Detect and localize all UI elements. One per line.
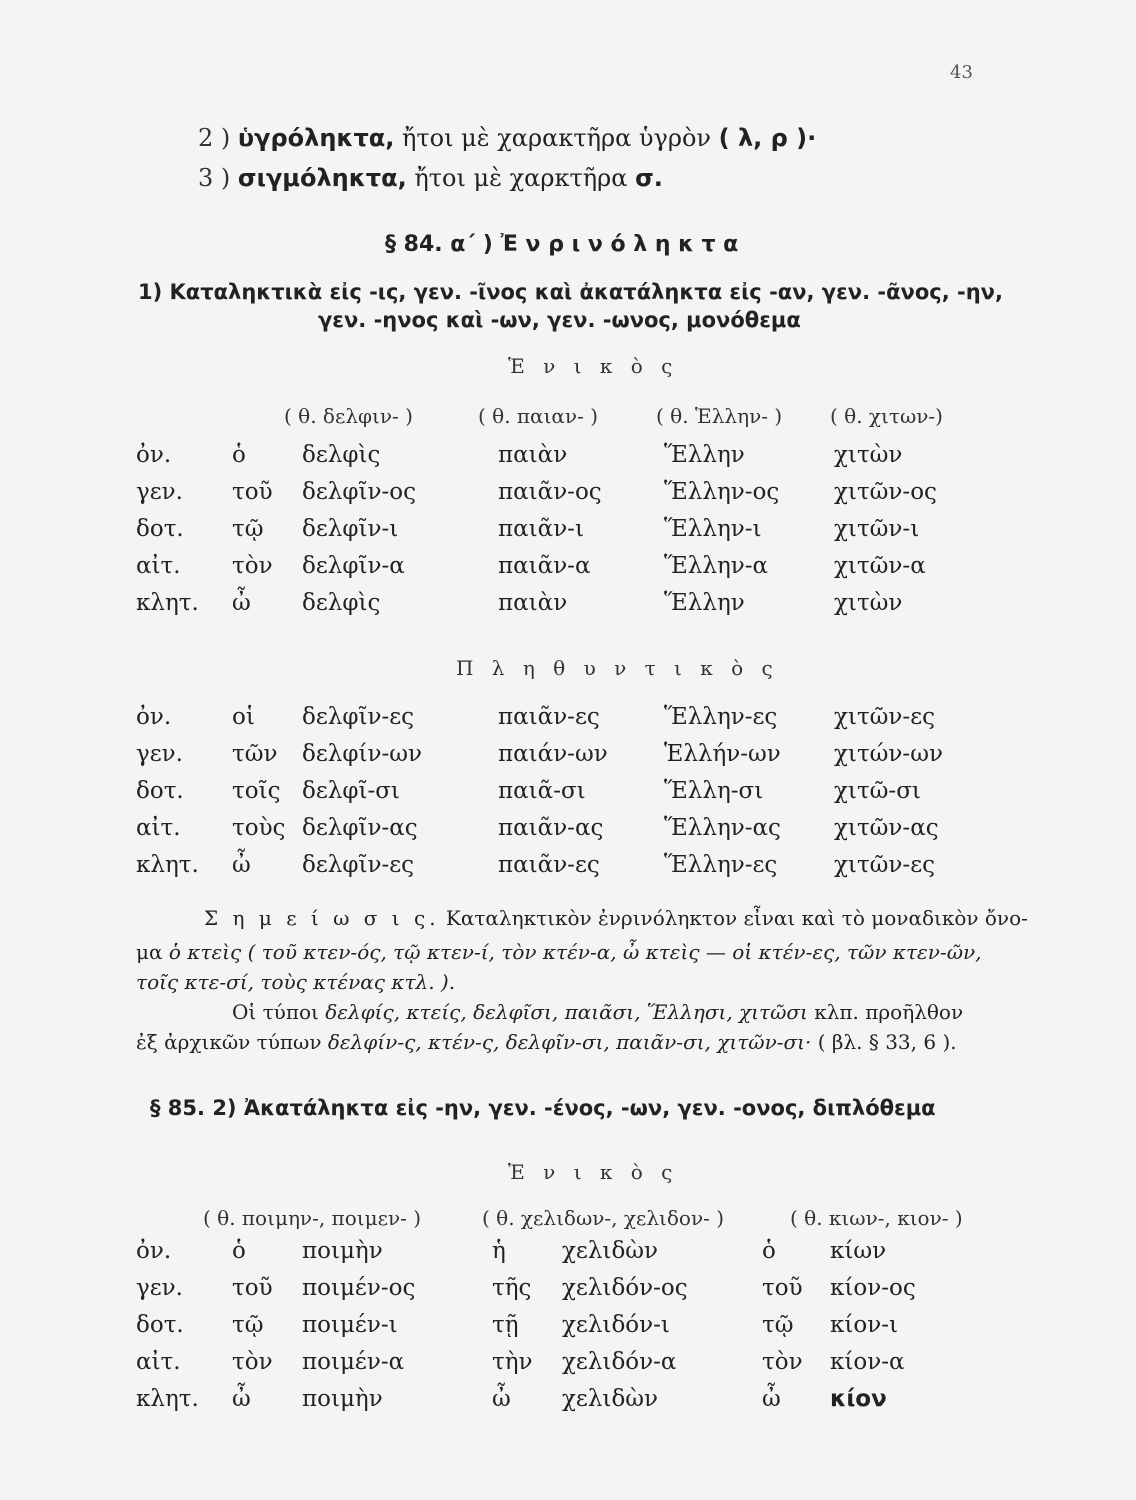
word-form: ποιμέν-ι [302, 1311, 398, 1338]
note-example: δελφίς, κτείς, δελφῖσι, παιᾶσι, Ἕλλησι, χιτῶσι [325, 1000, 808, 1024]
case-label: κλητ. [136, 589, 199, 616]
word-form: Ἕλλην [664, 589, 745, 616]
word-form: Ἕλλην-ας [664, 814, 781, 841]
singular-table-84 [136, 436, 974, 621]
article: τῷ [232, 515, 264, 542]
article: ὦ [492, 1385, 511, 1412]
table-row [136, 698, 974, 735]
word-form: χιτῶν-ος [834, 478, 937, 505]
case-label: γεν. [136, 478, 183, 505]
word-form: παιᾶ-σι [498, 777, 586, 804]
word-form: Ἕλλην-α [664, 552, 769, 579]
note-example: ὁ κτεὶς ( τοῦ κτεν-ός, τῷ κτεν-ί, τὸν κτέν-α, ὦ κτεὶς — οἱ κτέν-ες, τῶν κτεν-ῶν, [168, 940, 982, 964]
word-form: δελφῖ-σι [302, 777, 400, 804]
article: τοὺς [232, 814, 286, 841]
stem-4: ( θ. χιτων-) [830, 404, 943, 428]
article: ἡ [492, 1237, 506, 1264]
section-84-subtitle-1: 1) Καταληκτικὰ εἰς -ις, γεν. -ῖνος καὶ ἀκατάληκτα εἰς -αν, γεν. -ᾶνος, -ην, [138, 280, 1003, 304]
intro-line-3 [198, 164, 663, 192]
word-form: δελφῖν-ος [302, 478, 416, 505]
article: τοῦ [232, 478, 273, 505]
singular-label: Ἑ ν ι κ ὸ ς [508, 354, 679, 378]
word-form: χιτών-ων [834, 740, 943, 767]
table-row [136, 735, 974, 772]
table-row [136, 510, 974, 547]
page-number: 43 [950, 62, 973, 83]
item-number: 2 ) [198, 124, 231, 152]
case-label: αἰτ. [136, 1348, 181, 1375]
word-form: παιάν-ων [498, 740, 608, 767]
table-row [136, 1232, 970, 1269]
word-form: χιτὼν [834, 441, 903, 468]
plural-table-84 [136, 698, 974, 883]
article: τῇ [492, 1311, 519, 1338]
note-line-3: τοῖς κτε-σί, τοὺς κτένας κτλ. ). [136, 970, 456, 994]
article: τὸν [232, 552, 273, 579]
word-form: Ἑλλήν-ων [664, 740, 781, 767]
word-form: χελιδόν-α [562, 1348, 677, 1375]
word-form: κίον-ος [830, 1274, 916, 1301]
table-row [136, 1380, 970, 1417]
note-line-1 [204, 906, 1028, 930]
article: τῷ [232, 1311, 264, 1338]
article: τῶν [232, 740, 278, 767]
symbols: ( λ, ρ )· [718, 124, 817, 152]
table-row [136, 473, 974, 510]
note-text: Οἱ τύποι [232, 1000, 319, 1024]
stem-85-1: ( θ. ποιμην-, ποιμεν- ) [203, 1206, 422, 1230]
word-form: παιᾶν-ι [498, 515, 584, 542]
case-label: κλητ. [136, 851, 199, 878]
article: τὸν [232, 1348, 273, 1375]
word-form: δελφῖν-ας [302, 814, 418, 841]
word-form: χιτῶ-σι [834, 777, 921, 804]
word-form: κίων [830, 1237, 887, 1264]
section-85-title: § 85. 2) Ἀκατάληκτα εἰς -ην, γεν. -ένος, -ων, γεν. -ονος, διπλόθεμα [150, 1096, 936, 1120]
case-label: γεν. [136, 740, 183, 767]
note-example: δελφίν-ς, κτέν-ς, δελφῖν-σι, παιᾶν-σι, χιτῶν-σι· [327, 1030, 812, 1054]
word-form: χιτῶν-ες [834, 851, 935, 878]
table-row [136, 1343, 970, 1380]
symbols: σ. [635, 164, 663, 192]
case-label: γεν. [136, 1274, 183, 1301]
note-line-5 [136, 1030, 957, 1054]
singular-label-85: Ἑ ν ι κ ὸ ς [508, 1160, 679, 1184]
case-label: αἰτ. [136, 552, 181, 579]
article: ὁ [232, 441, 246, 468]
article: ὦ [232, 589, 251, 616]
word-form: ποιμὴν [302, 1237, 383, 1264]
case-label: δοτ. [136, 515, 184, 542]
word-form: δελφῖν-α [302, 552, 405, 579]
table-row [136, 436, 974, 473]
case-label: ὀν. [136, 441, 172, 468]
plural-label: Π λ η θ υ ν τ ι κ ὸ ς [456, 656, 779, 680]
table-row [136, 1269, 970, 1306]
section-84-subtitle-2: γεν. -ηνος καὶ -ων, γεν. -ωνος, μονόθεμα [318, 308, 801, 332]
word-form: κίον-ι [830, 1311, 899, 1338]
word-form: χιτῶν-ι [834, 515, 920, 542]
note-line-2 [136, 940, 982, 964]
table-row [136, 772, 974, 809]
word-form: παιᾶν-ες [498, 851, 600, 878]
stem-3: ( θ. Ἑλλην- ) [656, 404, 783, 428]
article: τὸν [762, 1348, 803, 1375]
word-form: δελφῖν-ες [302, 851, 415, 878]
word-form: ποιμέν-ος [302, 1274, 416, 1301]
word-form: Ἕλλην-ες [664, 851, 778, 878]
word-form: κίον [830, 1385, 887, 1412]
word-form: παιᾶν-ος [498, 478, 602, 505]
word-form: χιτῶν-α [834, 552, 926, 579]
case-label: κλητ. [136, 1385, 199, 1412]
word-form: παιᾶν-ες [498, 703, 600, 730]
word-form: παιᾶν-α [498, 552, 591, 579]
table-row [136, 809, 974, 846]
word-form: χελιδὼν [562, 1237, 659, 1264]
word-form: δελφὶς [302, 589, 381, 616]
term: σιγμόληκτα, [237, 164, 407, 192]
word-form: κίον-α [830, 1348, 905, 1375]
note-text: κλπ. προῆλθον [814, 1000, 964, 1024]
article: ὦ [232, 1385, 251, 1412]
word-form: Ἕλλην [664, 441, 745, 468]
word-form: χιτὼν [834, 589, 903, 616]
article: τοῦ [232, 1274, 273, 1301]
stem-85-3: ( θ. κιων-, κιον- ) [790, 1206, 963, 1230]
word-form: χελιδόν-ος [562, 1274, 688, 1301]
article: τῆς [492, 1274, 532, 1301]
word-form: ποιμὴν [302, 1385, 383, 1412]
definition: ἤτοι μὲ χαρκτῆρα [414, 164, 628, 192]
word-form: χιτῶν-ας [834, 814, 939, 841]
case-label: ὀν. [136, 703, 172, 730]
word-form: χελιδόν-ι [562, 1311, 670, 1338]
article: οἱ [232, 703, 255, 730]
article: τοῦ [762, 1274, 803, 1301]
note-label: Σ η μ ε ί ω σ ι ς. [204, 906, 440, 930]
word-form: δελφὶς [302, 441, 381, 468]
article: ὦ [232, 851, 251, 878]
note-text: ( βλ. § 33, 6 ). [817, 1030, 957, 1054]
section-84-title: § 84. α΄ ) Ἐ ν ρ ι ν ό λ η κ τ α [385, 232, 739, 257]
stem-1: ( θ. δελφιν- ) [284, 404, 413, 428]
word-form: χιτῶν-ες [834, 703, 935, 730]
table-row [136, 547, 974, 584]
table-row [136, 584, 974, 621]
singular-table-85 [136, 1232, 970, 1417]
intro-line-2 [198, 124, 816, 152]
note-line-4 [232, 1000, 963, 1024]
word-form: δελφῖν-ες [302, 703, 415, 730]
word-form: παιᾶν-ας [498, 814, 604, 841]
article: τὴν [492, 1348, 533, 1375]
case-label: δοτ. [136, 1311, 184, 1338]
case-label: ὀν. [136, 1237, 172, 1264]
item-number: 3 ) [198, 164, 231, 192]
article: τῷ [762, 1311, 794, 1338]
case-label: δοτ. [136, 777, 184, 804]
term: ὑγρόληκτα, [237, 124, 395, 152]
word-form: χελιδὼν [562, 1385, 659, 1412]
note-text: Καταληκτικὸν ἐνρινόληκτον εἶναι καὶ τὸ μοναδικὸν ὄνο- [445, 906, 1028, 930]
word-form: δελφῖν-ι [302, 515, 399, 542]
article: ὁ [762, 1237, 776, 1264]
word-form: παιὰν [498, 441, 568, 468]
word-form: Ἕλλη-σι [664, 777, 764, 804]
note-text: μα [136, 940, 163, 964]
case-label: αἰτ. [136, 814, 181, 841]
article: ὁ [232, 1237, 246, 1264]
article: τοῖς [232, 777, 281, 804]
word-form: Ἕλλην-ες [664, 703, 778, 730]
article: ὦ [762, 1385, 781, 1412]
word-form: Ἕλλην-ι [664, 515, 762, 542]
word-form: ποιμέν-α [302, 1348, 405, 1375]
word-form: δελφίν-ων [302, 740, 422, 767]
table-row [136, 846, 974, 883]
stem-2: ( θ. παιαν- ) [478, 404, 598, 428]
note-text: ἐξ ἀρχικῶν τύπων [136, 1030, 322, 1054]
stem-85-2: ( θ. χελιδων-, χελιδον- ) [482, 1206, 725, 1230]
definition: ἤτοι μὲ χαρακτῆρα ὑγρὸν [402, 124, 712, 152]
word-form: Ἕλλην-ος [664, 478, 780, 505]
table-row [136, 1306, 970, 1343]
word-form: παιὰν [498, 589, 568, 616]
